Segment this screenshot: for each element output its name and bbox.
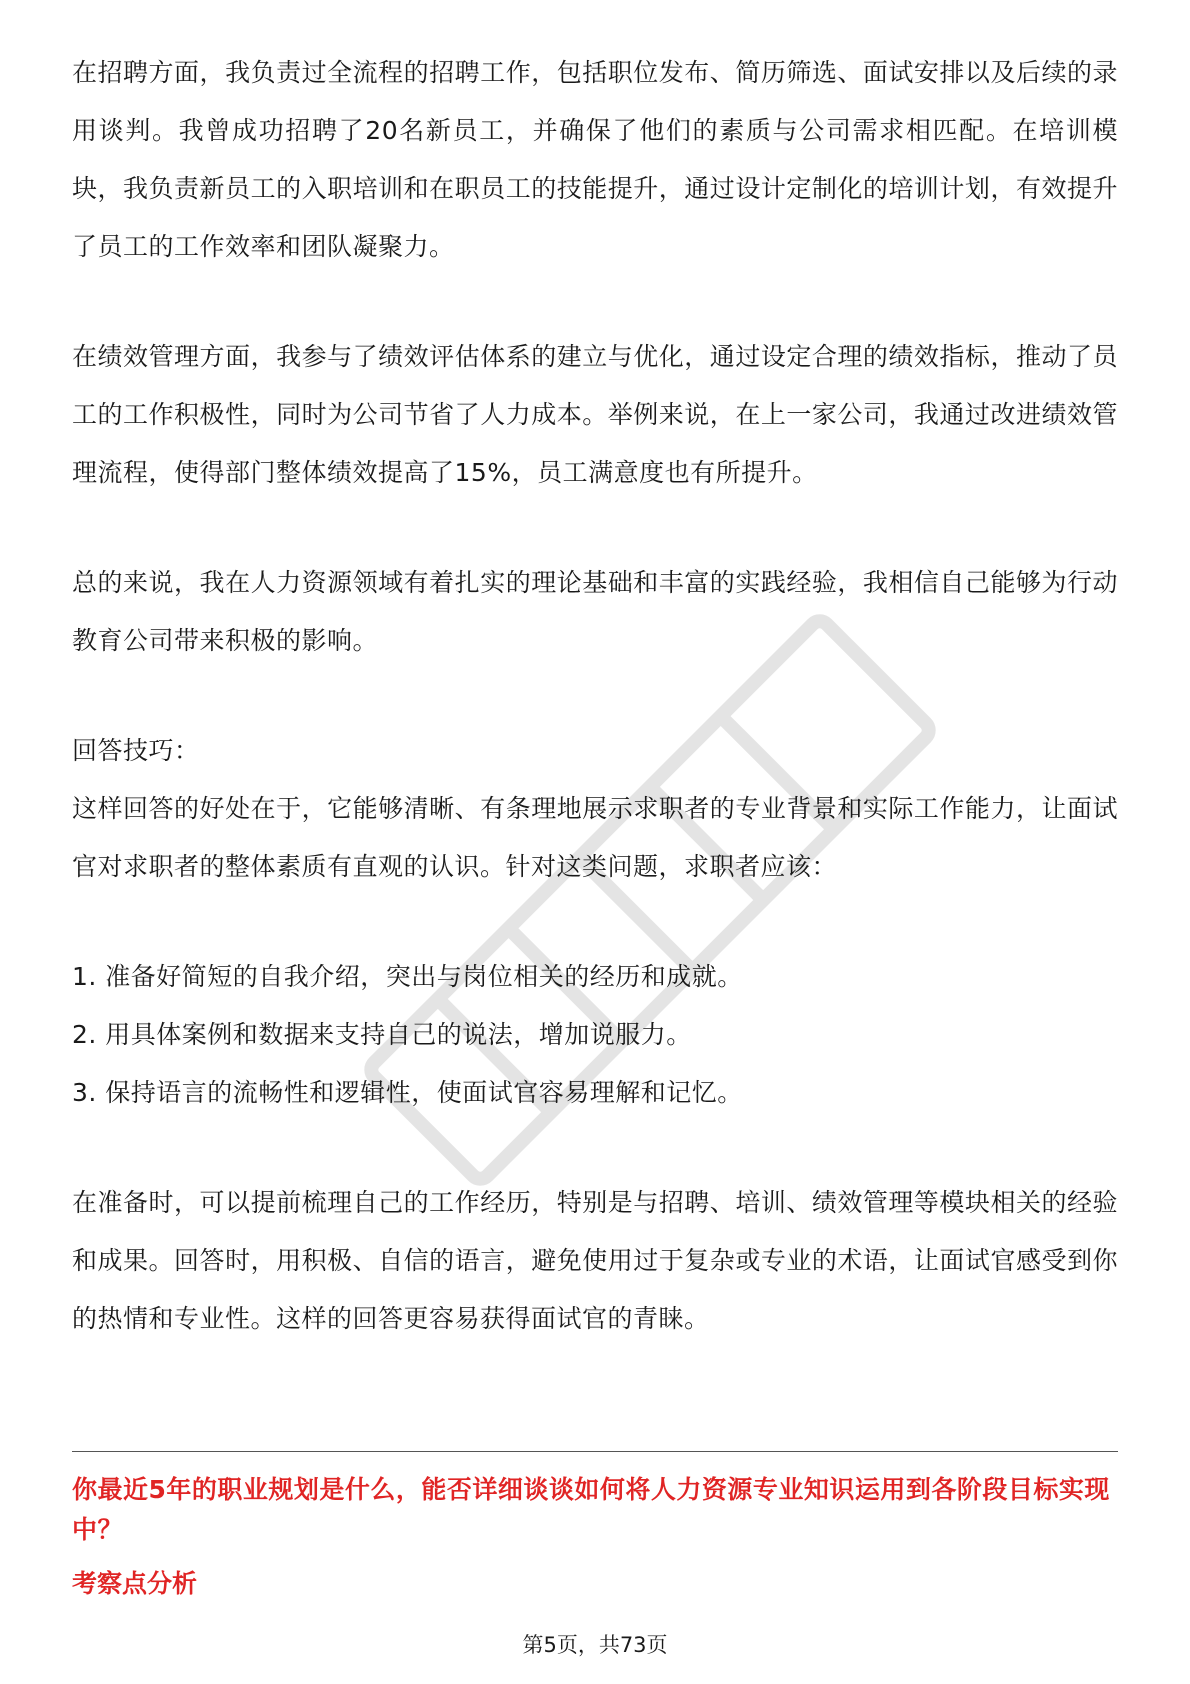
- section-title: 考察点分析: [72, 1569, 198, 1598]
- tips-heading: 回答技巧：: [72, 736, 200, 765]
- list-item: 3. 保持语言的流畅性和逻辑性，使面试官容易理解和记忆。: [72, 1078, 743, 1107]
- next-question-heading: 你最近5年的职业规划是什么，能否详细谈谈如何将人力资源专业知识运用到各阶段目标实现中？: [72, 1475, 1110, 1544]
- tips-closing: 在准备时，可以提前梳理自己的工作经历，特别是与招聘、培训、绩效管理等模块相关的经验和成果。回答时，用积极、自信的语言，避免使用过于复杂或专业的术语，让面试官感受到你的热情和专业性。这样的回答更容易获得面试官的青睐。: [72, 1188, 1118, 1333]
- list-item: 1. 准备好简短的自我介绍，突出与岗位相关的经历和成就。: [72, 962, 743, 991]
- list-item: 2. 用具体案例和数据来支持自己的说法，增加说服力。: [72, 1020, 692, 1049]
- tips-intro: 这样回答的好处在于，它能够清晰、有条理地展示求职者的专业背景和实际工作能力，让面试官对求职者的整体素质有直观的认识。针对这类问题，求职者应该：: [72, 794, 1118, 881]
- document-body: [72, 44, 1118, 1348]
- paragraph-recruitment-training: 在招聘方面，我负责过全流程的招聘工作，包括职位发布、简历筛选、面试安排以及后续的录用谈判。我曾成功招聘了20名新员工，并确保了他们的素质与公司需求相匹配。在培训模块，我负责新员工的入职培训和在职员工的技能提升，通过设计定制化的培训计划，有效提升了员工的工作效率和团队凝聚力。: [72, 58, 1118, 261]
- paragraph-performance: 在绩效管理方面，我参与了绩效评估体系的建立与优化，通过设定合理的绩效指标，推动了员工的工作积极性，同时为公司节省了人力成本。举例来说，在上一家公司，我通过改进绩效管理流程，使得部门整体绩效提高了15%，员工满意度也有所提升。: [72, 342, 1118, 487]
- section-divider: [72, 1451, 1118, 1452]
- page-number: 第5页，共73页: [522, 1633, 668, 1657]
- paragraph-summary: 总的来说，我在人力资源领域有着扎实的理论基础和丰富的实践经验，我相信自己能够为行动教育公司带来积极的影响。: [72, 568, 1118, 655]
